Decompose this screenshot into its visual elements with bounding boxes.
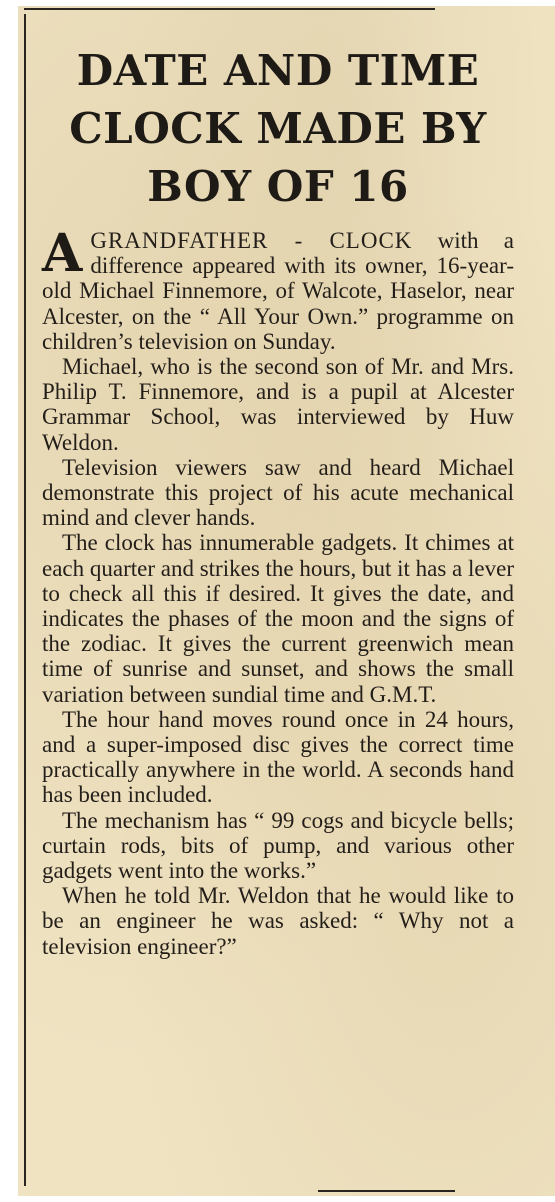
headline <box>38 42 518 216</box>
headline-line-1: DATE AND TIME <box>76 46 480 95</box>
headline-line-3: BOY OF 16 <box>147 162 409 211</box>
column-rule <box>24 14 26 1186</box>
article-body <box>42 223 514 959</box>
paragraph-2: Michael, who is the second son of Mr. and Mrs. Philip T. Finnemore, and is a pupil at Alcester Grammar School, was interviewed by Huw Weldon. <box>42 354 514 455</box>
paragraph-1 <box>42 223 514 354</box>
top-rule <box>24 8 435 10</box>
newspaper-clipping <box>18 6 555 1196</box>
lead-caps: GRANDFATHER - CLOCK <box>90 228 413 253</box>
drop-cap: A <box>42 223 83 284</box>
bottom-rule <box>318 1190 455 1192</box>
paragraph-5: The hour hand moves round once in 24 hours, and a super-imposed disc gives the correct time practically anywhere in the world. A seconds hand has been included. <box>42 706 514 808</box>
paragraph-4: The clock has innumerable gadgets. It chimes at each quarter and strikes the hours, but it has a lever to check all this if desired. It gives the date, and indicates the phases of the moon and the signs of the zodiac. It gives the current greenwich mean time of sunrise and sunset, and shows the small variation between sundial time and G.M.T. <box>42 530 514 707</box>
headline-line-2: CLOCK MADE BY <box>69 104 487 153</box>
paragraph-7: When he told Mr. Weldon that he would like to be an engineer he was asked: “ Why not a television engineer?” <box>42 883 514 959</box>
paragraph-3: Television viewers saw and heard Michael demonstrate this project of his acute mechanical mind and clever hands. <box>42 454 514 531</box>
paragraph-1-text: with a difference appeared with its owner, 16-year-old Michael Finnemore, of Walcote, Haselor, near Alcester, on the “ All Your Own.” programme on children’s television on Sunday. <box>42 228 514 354</box>
paragraph-6: The mechanism has “ 99 cogs and bicycle bells; curtain rods, bits of pump, and various other gadgets went into the works.” <box>42 807 514 884</box>
